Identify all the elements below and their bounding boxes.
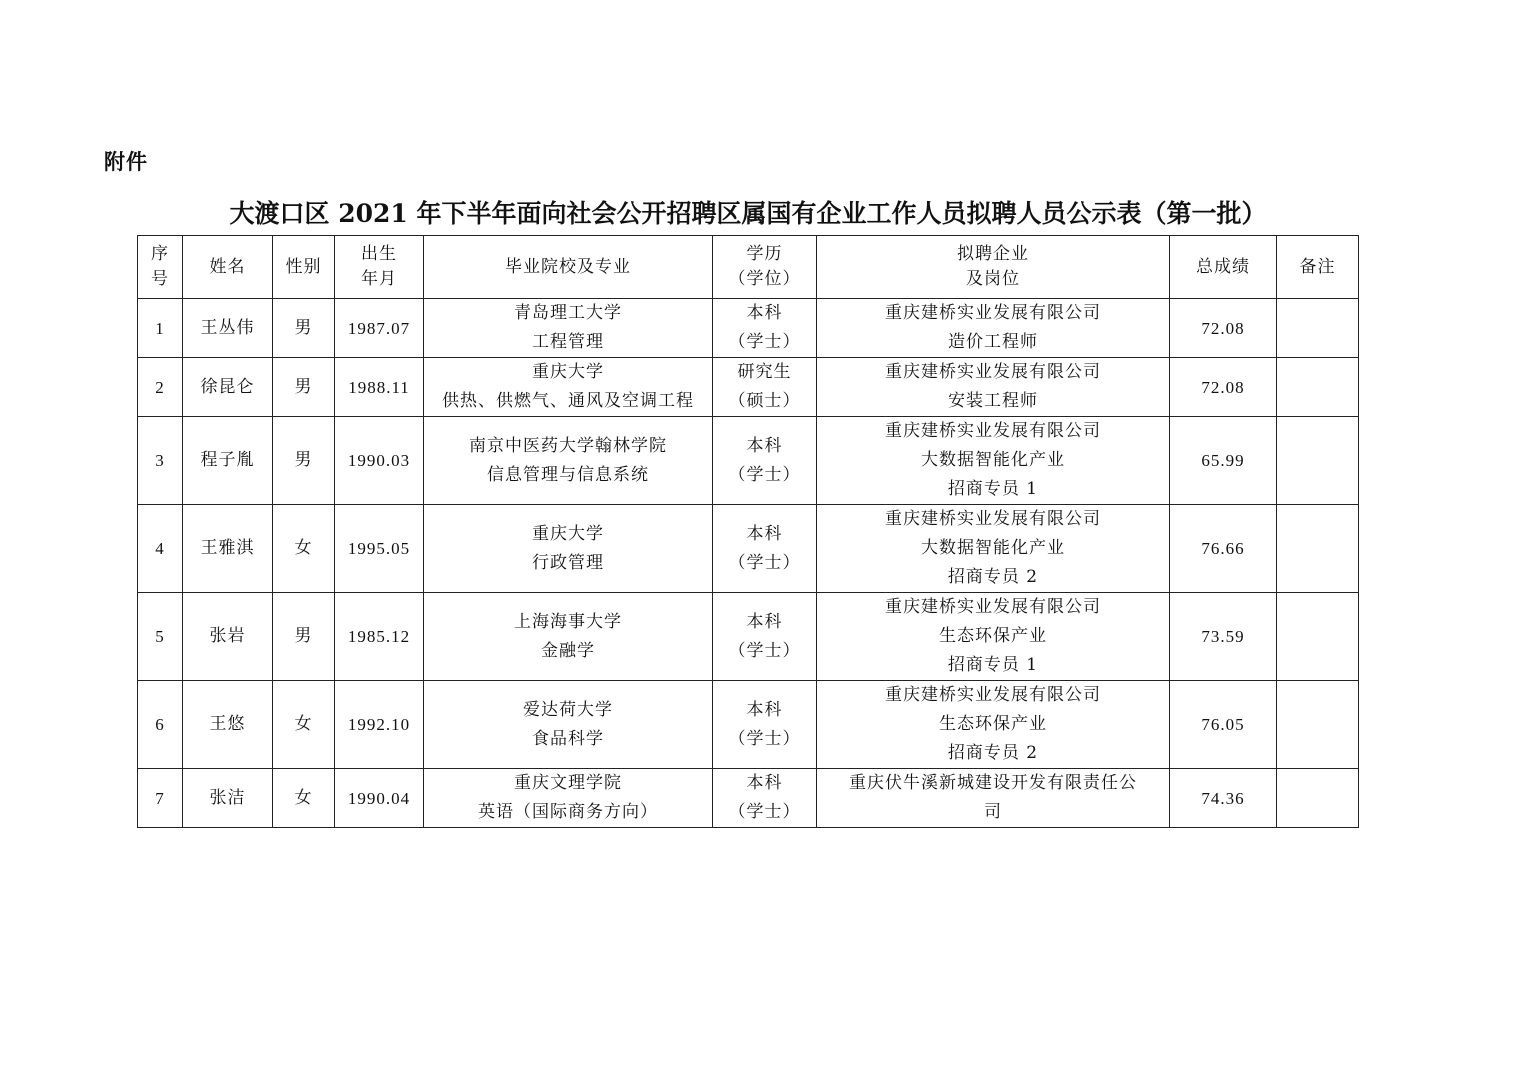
cell-remark [1277, 358, 1359, 417]
table-row [138, 505, 1359, 593]
cell-school: 青岛理工大学 工程管理 [424, 299, 713, 358]
cell-school: 爱达荷大学 食品科学 [424, 681, 713, 769]
table-row [138, 417, 1359, 505]
cell-birth: 1995.05 [335, 505, 424, 593]
cell-birth: 1987.07 [335, 299, 424, 358]
roster-table [137, 235, 1359, 828]
table-row [138, 593, 1359, 681]
cell-seq: 6 [138, 681, 183, 769]
header-score: 总成绩 [1170, 236, 1277, 299]
cell-remark [1277, 769, 1359, 828]
cell-degree: 本科 （学士） [713, 299, 817, 358]
header-school: 毕业院校及专业 [424, 236, 713, 299]
cell-position: 重庆建桥实业发展有限公司 生态环保产业 招商专员 1 [817, 593, 1170, 681]
cell-position: 重庆建桥实业发展有限公司 大数据智能化产业 招商专员 2 [817, 505, 1170, 593]
cell-gender: 女 [273, 681, 335, 769]
cell-remark [1277, 417, 1359, 505]
cell-remark [1277, 593, 1359, 681]
cell-degree: 本科 （学士） [713, 593, 817, 681]
cell-seq: 7 [138, 769, 183, 828]
cell-birth: 1990.03 [335, 417, 424, 505]
cell-gender: 女 [273, 769, 335, 828]
cell-seq: 5 [138, 593, 183, 681]
table-row [138, 299, 1359, 358]
attachment-label: 附件 [104, 150, 148, 174]
cell-school: 重庆大学 行政管理 [424, 505, 713, 593]
cell-school: 上海海事大学 金融学 [424, 593, 713, 681]
cell-name: 程子胤 [183, 417, 273, 505]
cell-score: 74.36 [1170, 769, 1277, 828]
cell-gender: 男 [273, 299, 335, 358]
cell-gender: 男 [273, 593, 335, 681]
cell-seq: 2 [138, 358, 183, 417]
cell-position: 重庆建桥实业发展有限公司 大数据智能化产业 招商专员 1 [817, 417, 1170, 505]
cell-degree: 本科 （学士） [713, 681, 817, 769]
cell-name: 徐昆仑 [183, 358, 273, 417]
table-row [138, 358, 1359, 417]
cell-remark [1277, 299, 1359, 358]
cell-gender: 男 [273, 417, 335, 505]
cell-birth: 1988.11 [335, 358, 424, 417]
cell-name: 张洁 [183, 769, 273, 828]
cell-degree: 本科 （学士） [713, 505, 817, 593]
cell-birth: 1990.04 [335, 769, 424, 828]
cell-position: 重庆建桥实业发展有限公司 生态环保产业 招商专员 2 [817, 681, 1170, 769]
document-title: 大渡口区 2021 年下半年面向社会公开招聘区属国有企业工作人员拟聘人员公示表（第一批） [229, 199, 1267, 228]
cell-gender: 男 [273, 358, 335, 417]
cell-position: 重庆建桥实业发展有限公司 安装工程师 [817, 358, 1170, 417]
cell-school: 重庆大学 供热、供燃气、通风及空调工程 [424, 358, 713, 417]
cell-name: 王丛伟 [183, 299, 273, 358]
table-row [138, 769, 1359, 828]
cell-name: 王悠 [183, 681, 273, 769]
cell-score: 76.66 [1170, 505, 1277, 593]
header-degree: 学历 （学位） [713, 236, 817, 299]
cell-degree: 本科 （学士） [713, 769, 817, 828]
cell-score: 73.59 [1170, 593, 1277, 681]
header-position: 拟聘企业 及岗位 [817, 236, 1170, 299]
cell-score: 72.08 [1170, 299, 1277, 358]
cell-score: 72.08 [1170, 358, 1277, 417]
cell-remark [1277, 681, 1359, 769]
cell-school: 南京中医药大学翰林学院 信息管理与信息系统 [424, 417, 713, 505]
cell-seq: 1 [138, 299, 183, 358]
cell-name: 王雅淇 [183, 505, 273, 593]
cell-school: 重庆文理学院 英语（国际商务方向） [424, 769, 713, 828]
cell-seq: 4 [138, 505, 183, 593]
cell-position: 重庆伏牛溪新城建设开发有限责任公 司 [817, 769, 1170, 828]
table-row [138, 681, 1359, 769]
cell-gender: 女 [273, 505, 335, 593]
cell-position: 重庆建桥实业发展有限公司 造价工程师 [817, 299, 1170, 358]
header-seq: 序 号 [138, 236, 183, 299]
cell-score: 76.05 [1170, 681, 1277, 769]
header-gender: 性别 [273, 236, 335, 299]
cell-score: 65.99 [1170, 417, 1277, 505]
cell-degree: 本科 （学士） [713, 417, 817, 505]
header-remark: 备注 [1277, 236, 1359, 299]
cell-birth: 1992.10 [335, 681, 424, 769]
cell-birth: 1985.12 [335, 593, 424, 681]
cell-name: 张岩 [183, 593, 273, 681]
header-birth: 出生 年月 [335, 236, 424, 299]
header-name: 姓名 [183, 236, 273, 299]
cell-degree: 研究生 （硕士） [713, 358, 817, 417]
cell-remark [1277, 505, 1359, 593]
header-row [138, 236, 1359, 299]
cell-seq: 3 [138, 417, 183, 505]
